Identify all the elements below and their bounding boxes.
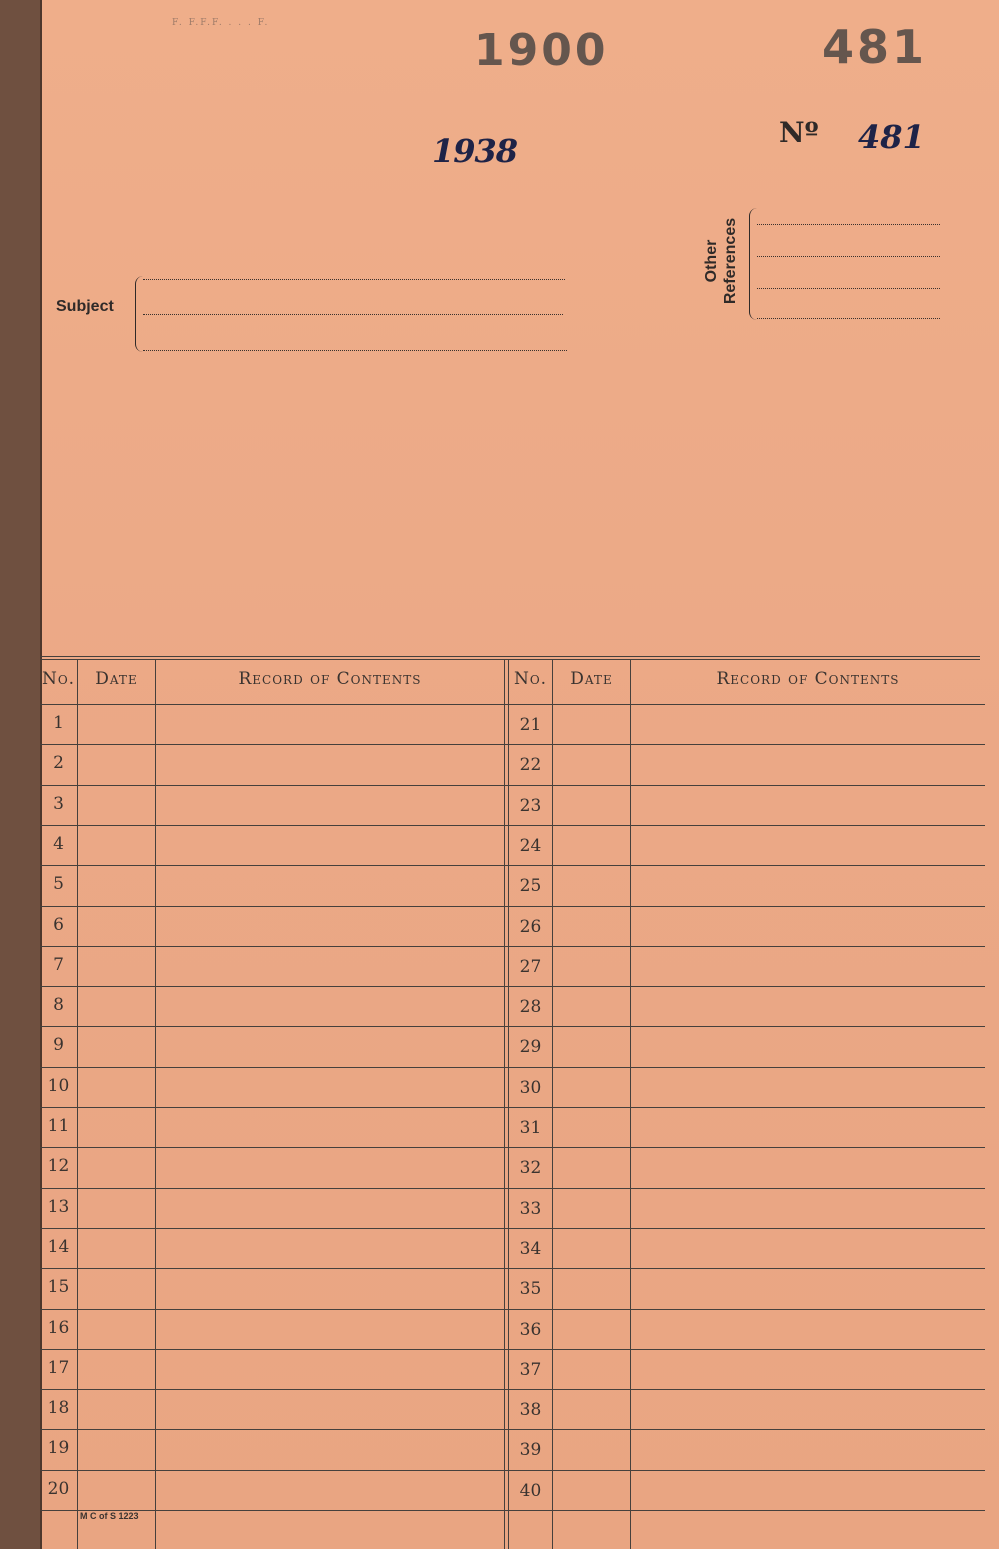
row-rule <box>40 1429 985 1430</box>
row-rule <box>40 1349 985 1350</box>
row-number-right: 34 <box>519 1239 542 1259</box>
row-number-right: 37 <box>519 1360 542 1380</box>
row-number-right: 29 <box>519 1037 542 1057</box>
reference-line-2[interactable] <box>757 256 940 257</box>
handwritten-year: 1938 <box>432 132 518 170</box>
row-number-right: 32 <box>519 1158 542 1178</box>
row-number-right: 23 <box>519 796 542 816</box>
row-number-left: 19 <box>47 1438 70 1458</box>
row-number-left: 11 <box>47 1116 70 1136</box>
reference-line-4[interactable] <box>757 318 940 319</box>
row-number-right: 24 <box>519 836 542 856</box>
column-divider <box>504 660 505 1549</box>
row-number-right: 33 <box>519 1199 542 1219</box>
row-number-right: 39 <box>519 1440 542 1460</box>
stamped-year: 1900 <box>474 25 609 76</box>
row-rule <box>40 1188 985 1189</box>
row-number-right: 31 <box>519 1118 542 1138</box>
row-rule <box>40 1147 985 1148</box>
subject-label: Subject <box>56 298 114 315</box>
record-of-contents-table <box>40 656 985 1549</box>
row-number-left: 20 <box>47 1479 70 1499</box>
row-rule <box>40 1510 985 1511</box>
subject-line-1[interactable] <box>143 279 565 280</box>
number-label: Nº <box>779 116 819 149</box>
subject-line-2[interactable] <box>143 314 563 315</box>
row-rule <box>40 1026 985 1027</box>
row-number-right: 38 <box>519 1400 542 1420</box>
row-rule <box>40 785 985 786</box>
row-number-right: 36 <box>519 1320 542 1340</box>
row-rule <box>40 1228 985 1229</box>
row-number-left: 3 <box>53 794 64 814</box>
row-number-right: 22 <box>519 755 542 775</box>
handwritten-file-number: 481 <box>858 118 925 156</box>
row-number-left: 15 <box>47 1277 70 1297</box>
row-rule <box>40 704 985 705</box>
row-number-left: 1 <box>53 713 64 733</box>
row-number-left: 12 <box>47 1156 70 1176</box>
row-number-left: 16 <box>47 1318 70 1338</box>
other-references-label: Other References <box>703 217 739 305</box>
row-number-right: 28 <box>519 997 542 1017</box>
row-number-right: 25 <box>519 876 542 896</box>
row-number-right: 27 <box>519 957 542 977</box>
header-no-left: No. <box>41 669 76 689</box>
column-divider <box>552 660 553 1549</box>
header-date-right: Date <box>570 669 613 689</box>
column-divider <box>77 660 78 1549</box>
header-record-right: Record of Contents <box>716 669 900 689</box>
row-rule <box>40 1268 985 1269</box>
row-rule <box>40 1107 985 1108</box>
row-number-left: 2 <box>53 753 64 773</box>
reference-line-1[interactable] <box>757 224 940 225</box>
row-number-left: 18 <box>47 1398 70 1418</box>
column-divider <box>155 660 156 1549</box>
row-rule <box>40 1470 985 1471</box>
row-number-left: 8 <box>53 995 64 1015</box>
row-rule <box>40 744 985 745</box>
row-number-left: 13 <box>47 1197 70 1217</box>
row-number-left: 4 <box>53 834 64 854</box>
binding-spine <box>0 0 42 1549</box>
row-number-left: 14 <box>47 1237 70 1257</box>
form-code: M C of S 1223 <box>80 1511 139 1521</box>
row-rule <box>40 825 985 826</box>
header-date-left: Date <box>95 669 138 689</box>
row-rule <box>40 986 985 987</box>
column-divider <box>630 660 631 1549</box>
row-rule <box>40 1067 985 1068</box>
row-rule <box>40 1389 985 1390</box>
row-number-right: 30 <box>519 1078 542 1098</box>
row-number-left: 5 <box>53 874 64 894</box>
row-number-left: 6 <box>53 915 64 935</box>
row-number-right: 35 <box>519 1279 542 1299</box>
reference-line-3[interactable] <box>757 288 940 289</box>
header-record-left: Record of Contents <box>238 669 422 689</box>
row-number-left: 17 <box>47 1358 70 1378</box>
row-rule <box>40 865 985 866</box>
faint-header-text: F. F.F.F. . . . F. <box>172 18 270 28</box>
subject-line-3[interactable] <box>143 350 567 351</box>
row-number-right: 40 <box>519 1481 542 1501</box>
row-number-left: 7 <box>53 955 64 975</box>
row-number-left: 9 <box>53 1035 64 1055</box>
row-number-right: 21 <box>519 715 542 735</box>
row-rule <box>40 946 985 947</box>
header-no-right: No. <box>513 669 548 689</box>
row-rule <box>40 906 985 907</box>
stamped-file-number: 481 <box>822 20 928 74</box>
row-number-left: 10 <box>47 1076 70 1096</box>
row-number-right: 26 <box>519 917 542 937</box>
row-rule <box>40 1309 985 1310</box>
